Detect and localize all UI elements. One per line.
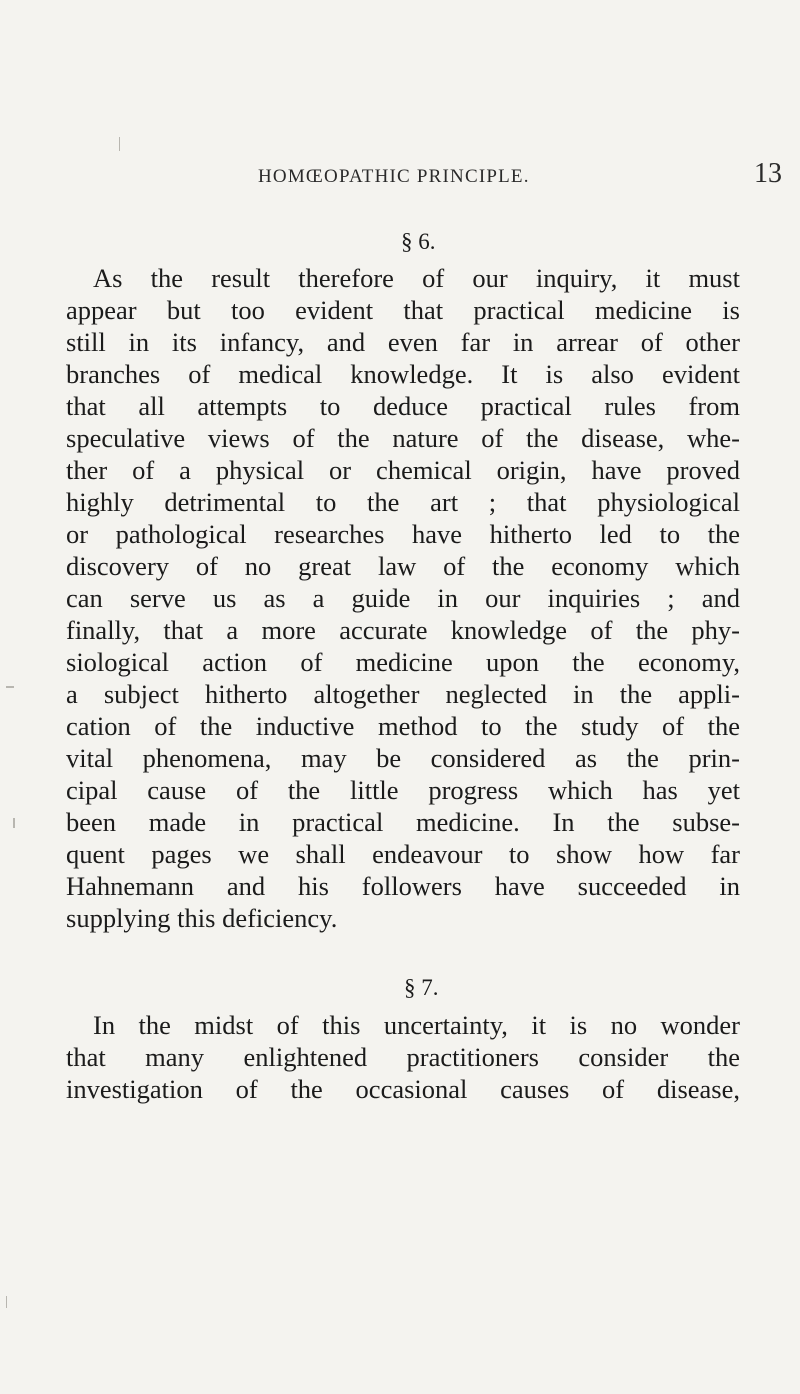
paragraph-6-line: discovery of no great law of the economy which	[66, 551, 740, 581]
section-7-heading: § 7.	[404, 975, 439, 1000]
paragraph-7-line: In the midst of this uncertainty, it is no wonder	[93, 1010, 740, 1040]
paragraph-6-line: finally, that a more accurate knowledge of the phy-	[66, 615, 740, 645]
paragraph-6-line: a subject hitherto altogether neglected in the appli-	[66, 679, 740, 709]
paragraph-6-line: quent pages we shall endeavour to show how far	[66, 839, 740, 869]
margin-dash	[6, 686, 14, 688]
paragraph-6-line: supplying this deficiency.	[66, 903, 338, 933]
paragraph-6-line: branches of medical knowledge. It is also evident	[66, 359, 740, 389]
paragraph-7-line: investigation of the occasional causes of disease,	[66, 1074, 740, 1104]
paragraph-6-line: can serve us as a guide in our inquiries ; and	[66, 583, 740, 613]
margin-tick	[13, 818, 15, 828]
paragraph-6-line: Hahnemann and his followers have succeeded in	[66, 871, 740, 901]
paragraph-6-line: still in its infancy, and even far in arrear of other	[66, 327, 740, 357]
paragraph-6-line: highly detrimental to the art ; that physiological	[66, 487, 740, 517]
page-number: 13	[754, 158, 782, 189]
paragraph-6-line: been made in practical medicine. In the subse-	[66, 807, 740, 837]
margin-tick	[6, 1296, 7, 1308]
paragraph-6-line: As the result therefore of our inquiry, it must	[93, 263, 740, 293]
paragraph-6-line: vital phenomena, may be considered as the prin-	[66, 743, 740, 773]
paragraph-6-line: or pathological researches have hitherto led to the	[66, 519, 740, 549]
paragraph-7-line: that many enlightened practitioners consider the	[66, 1042, 740, 1072]
paragraph-6-line: speculative views of the nature of the disease, whe-	[66, 423, 740, 453]
paragraph-6-line: siological action of medicine upon the economy,	[66, 647, 740, 677]
section-6-heading: § 6.	[401, 229, 436, 254]
paragraph-6-line: cipal cause of the little progress which has yet	[66, 775, 740, 805]
paragraph-6-line: that all attempts to deduce practical rules from	[66, 391, 740, 421]
margin-tick	[119, 137, 120, 151]
paragraph-6-line: ther of a physical or chemical origin, have proved	[66, 455, 740, 485]
paragraph-6-line: appear but too evident that practical medicine is	[66, 295, 740, 325]
paragraph-6-line: cation of the inductive method to the study of the	[66, 711, 740, 741]
running-title: HOMŒOPATHIC PRINCIPLE.	[258, 166, 530, 187]
